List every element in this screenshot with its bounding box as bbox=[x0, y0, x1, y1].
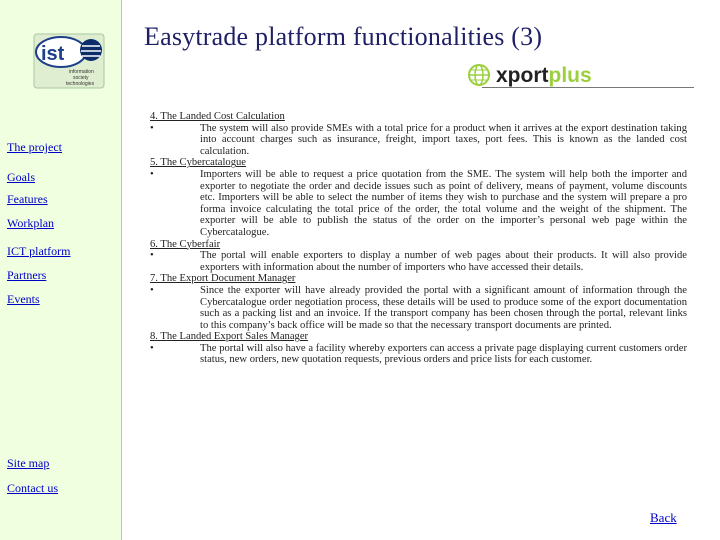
xportplus-logo bbox=[466, 62, 696, 88]
section-heading: 5. The Cybercatalogue bbox=[150, 157, 246, 169]
bullet-icon: • bbox=[150, 122, 154, 134]
section-heading: 6. The Cyberfair bbox=[150, 238, 221, 250]
nav-link-partners[interactable]: Partners bbox=[7, 268, 47, 282]
section-text: Importers will be able to request a price quotation from the SME. The system will help both the importer and exporter to negotiate the order and decide issues such as point of delivery, means of payment, volume discounts etc. Importers will be able to select the number of items they wish to purchase and the system will prepare a pro forma invoice calculating the total price of the order, the total volume and the weight of the shipment. The exporter will be able to publish the status of the order on the importer’s personal web page within the Cybercatalogue. bbox=[200, 168, 687, 238]
section-landed-export-sales-manager bbox=[150, 331, 687, 366]
nav-link-features[interactable]: Features bbox=[7, 192, 48, 206]
nav-link-workplan[interactable]: Workplan bbox=[7, 216, 55, 230]
bullet-item bbox=[150, 250, 687, 273]
section-heading: 7. The Export Document Manager bbox=[150, 273, 296, 285]
bullet-item bbox=[150, 169, 687, 239]
globe-icon bbox=[469, 65, 489, 85]
ist-logo bbox=[33, 33, 105, 89]
section-heading: 4. The Landed Cost Calculation bbox=[150, 111, 285, 122]
section-text: The system will also provide SMEs with a total price for a product when it arrives at the export destination taking into account charges such as insurance, freight, import taxes, port fees. This is known as the landed cost calculation. bbox=[200, 122, 687, 157]
nav-link-the-project[interactable]: The project bbox=[7, 140, 62, 154]
section-heading: 8. The Landed Export Sales Manager bbox=[150, 331, 309, 343]
section-text: The portal will enable exporters to display a number of web pages about their products. It will also provide exporters with information about the number of importers who have accessed their details. bbox=[200, 250, 687, 273]
section-export-document-manager bbox=[150, 273, 687, 331]
back-link[interactable]: Back bbox=[650, 510, 677, 525]
nav-link-site-map[interactable]: Site map bbox=[7, 456, 50, 470]
section-text: Since the exporter will have already provided the portal with a significant amount of information through the Cybercatalogue order negotiation process, these details will be used to produce some of the export documentation such as a packing list and an invoice. If the transport company has been chosen through the portal, relevant links to this company’s back office will be made so that the necessary transport documents are printed. bbox=[200, 284, 687, 331]
header-divider bbox=[482, 87, 694, 88]
logo-text: ist bbox=[41, 43, 65, 65]
nav-link-events[interactable]: Events bbox=[7, 292, 40, 306]
main-content bbox=[150, 111, 687, 366]
bullet-item bbox=[150, 123, 687, 158]
svg-text:xportplus bbox=[496, 64, 592, 87]
bullet-icon: • bbox=[150, 342, 154, 354]
brand-plus: plus bbox=[548, 64, 592, 87]
page-title: Easytrade platform functionalities (3) bbox=[144, 22, 543, 51]
logo-caption-2: society bbox=[73, 75, 89, 81]
section-text: The portal will also have a facility whereby exporters can access a private page displaying current customers order status, new orders, new quotation requests, previous orders and price lists for each customer. bbox=[200, 342, 687, 366]
section-cyberfair bbox=[150, 239, 687, 274]
bullet-icon: • bbox=[150, 250, 154, 262]
section-cybercatalogue bbox=[150, 157, 687, 238]
section-landed-cost bbox=[150, 111, 687, 157]
brand-xport: xport bbox=[496, 64, 549, 87]
logo-caption-3: technologies bbox=[66, 81, 95, 87]
nav-link-goals[interactable]: Goals bbox=[7, 170, 35, 184]
bullet-item bbox=[150, 285, 687, 331]
nav-link-ict-platform[interactable]: ICT platform bbox=[7, 244, 71, 258]
bullet-item bbox=[150, 343, 687, 366]
nav-link-contact-us[interactable]: Contact us bbox=[7, 481, 58, 495]
bullet-icon: • bbox=[150, 168, 154, 180]
bullet-icon: • bbox=[150, 284, 154, 296]
logo-caption-1: information bbox=[69, 69, 94, 75]
sidebar bbox=[0, 0, 122, 540]
